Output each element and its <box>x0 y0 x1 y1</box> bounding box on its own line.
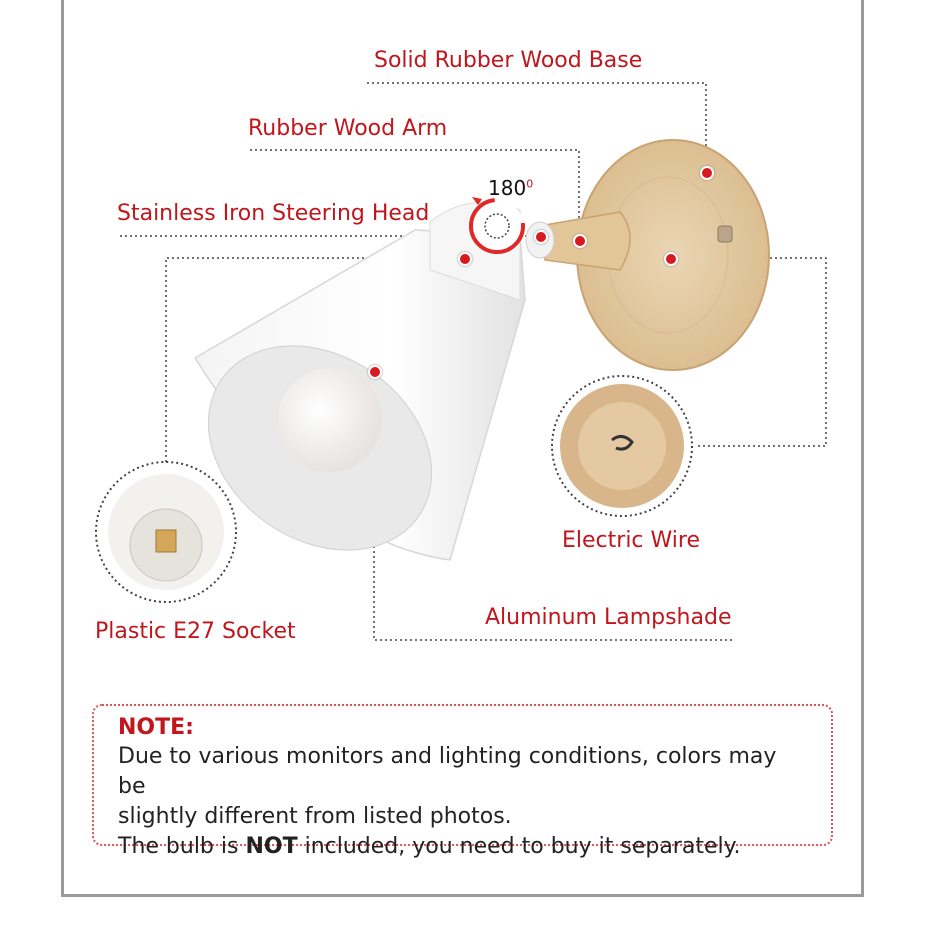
socket-marker-dot <box>458 252 472 266</box>
note-title: NOTE: <box>118 715 194 740</box>
arm-marker-dot <box>573 234 587 248</box>
label-solid-rubber-wood-base: Solid Rubber Wood Base <box>374 48 643 73</box>
note-line-2: slightly different from listed photos. <box>118 804 512 829</box>
steering-marker-dot <box>534 230 548 244</box>
wood-arm-graphic <box>545 212 630 270</box>
base-marker-dot <box>700 166 714 180</box>
label-rubber-wood-arm: Rubber Wood Arm <box>248 116 448 141</box>
wire-marker-dot <box>664 252 678 266</box>
note-line-3-start: The bulb is <box>118 834 246 859</box>
label-electric-wire: Electric Wire <box>562 528 700 553</box>
note-line-3 <box>118 832 807 862</box>
label-steering-head: Stainless Iron Steering Head <box>117 201 430 226</box>
label-e27-socket: Plastic E27 Socket <box>95 619 296 644</box>
note-not-emphasis: NOT <box>245 834 298 859</box>
label-aluminum-lampshade: Aluminum Lampshade <box>485 605 732 630</box>
shade-marker-dot <box>368 365 382 379</box>
note-box <box>92 704 833 859</box>
note-line-1: Due to various monitors and lighting conditions, colors may be <box>118 744 777 799</box>
note-line-3-end: included, you need to buy it separately. <box>297 834 741 859</box>
rotation-label: $180^0$ <box>488 176 534 200</box>
